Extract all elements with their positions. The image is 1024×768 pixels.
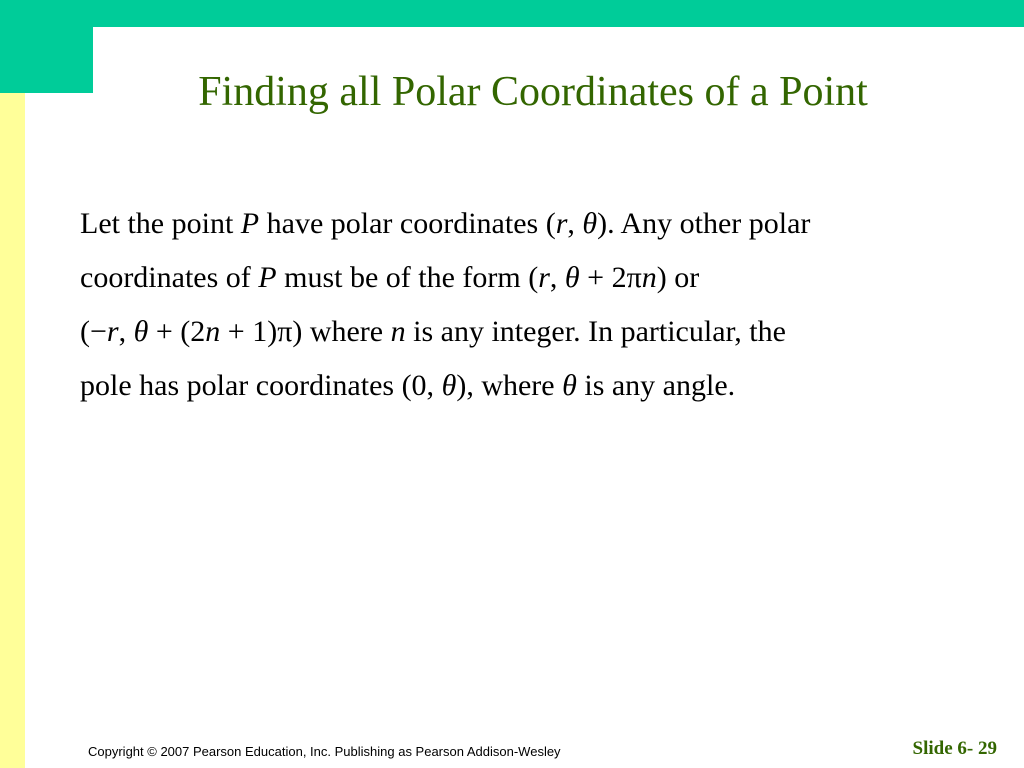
body-text: where <box>302 315 391 348</box>
body-text: or <box>666 261 700 294</box>
body-text: coordinates of <box>80 261 259 294</box>
math-variable-theta: θ <box>562 369 577 402</box>
body-text: . Any other polar <box>607 207 811 240</box>
body-line-3 <box>80 305 980 359</box>
body-text: pole has polar coordinates <box>80 369 402 402</box>
body-line-2 <box>80 251 980 305</box>
body-line-4 <box>80 359 980 413</box>
math-variable-p: P <box>258 261 277 294</box>
body-text: is any angle. <box>576 369 736 402</box>
body-text: Let the point <box>80 207 241 240</box>
math-expression: (r, θ + 2πn) <box>528 261 667 294</box>
slide-body <box>80 197 980 413</box>
math-expression: (0, θ) <box>401 369 467 402</box>
math-expression: (r, θ) <box>545 207 608 240</box>
slide-number: Slide 6- 29 <box>912 738 997 759</box>
body-text: , where <box>466 369 563 402</box>
slide-title: Finding all Polar Coordinates of a Point <box>198 69 868 115</box>
math-variable-p: P <box>240 207 260 240</box>
body-text: must be of the form <box>276 261 529 294</box>
body-text: is any integer. In particular, the <box>405 315 786 348</box>
body-text: have polar coordinates <box>259 207 546 240</box>
body-line-1 <box>80 197 980 251</box>
math-expression: (−r, θ + (2n + 1)π) <box>80 315 303 348</box>
footer-copyright: Copyright © 2007 Pearson Education, Inc. Publishing as Pearson Addison-Wesley <box>88 744 561 759</box>
math-variable-n: n <box>390 315 406 348</box>
top-accent-bar <box>0 0 1024 27</box>
